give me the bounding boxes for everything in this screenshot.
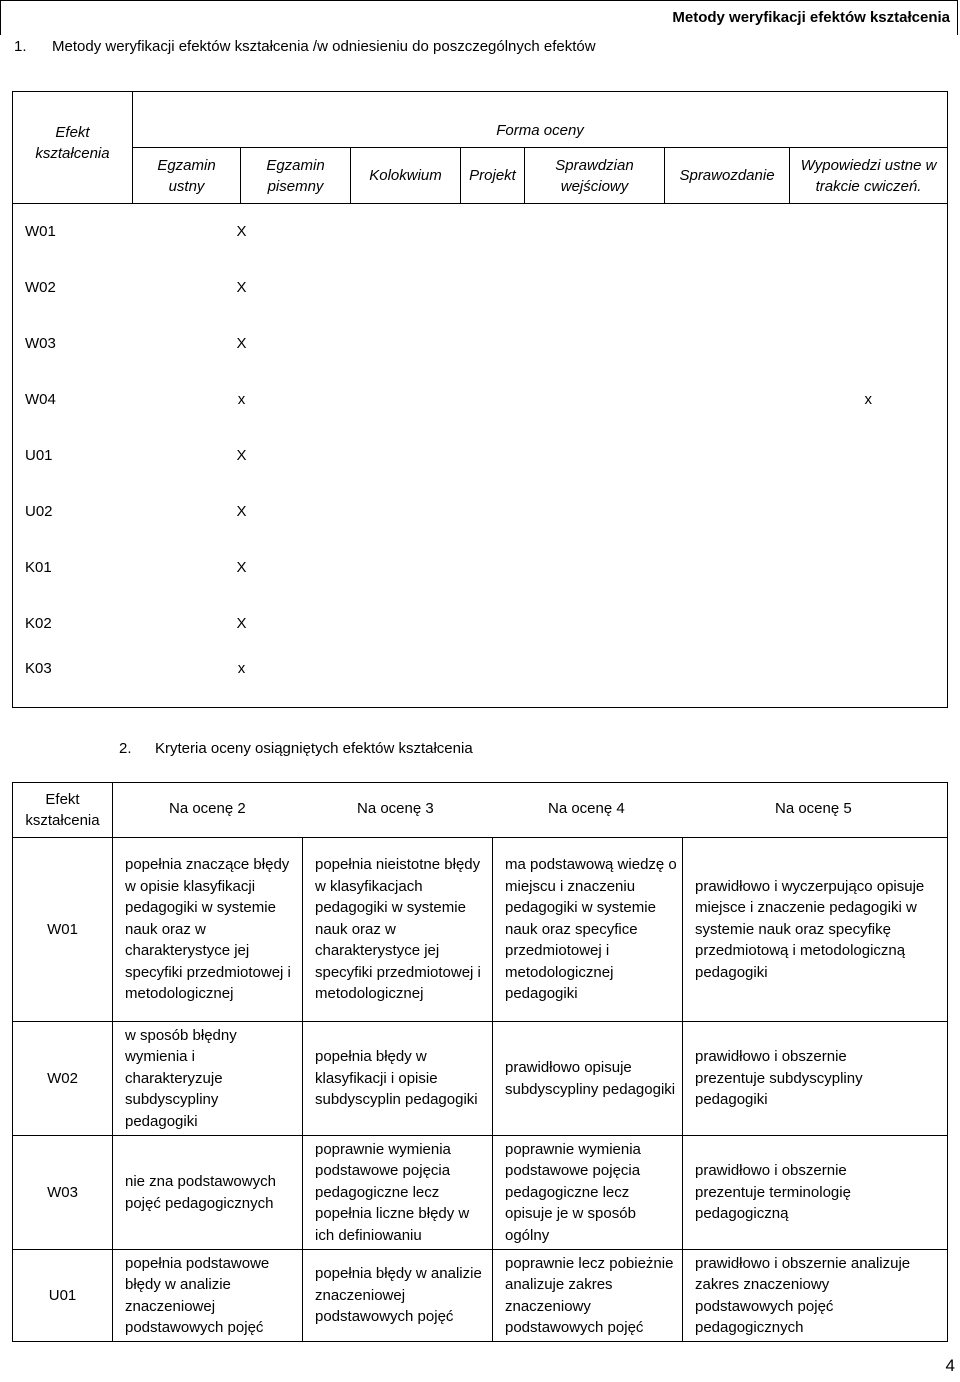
header-effect: Efekt kształcenia xyxy=(13,783,113,838)
effect-code: W02 xyxy=(13,1022,113,1136)
table-row xyxy=(13,372,948,428)
effect-code: W01 xyxy=(13,838,113,1022)
mark-wypowiedzi xyxy=(790,260,948,316)
header-egzamin-pisemny: Egzamin pisemny xyxy=(241,148,351,204)
criterion-grade-3: popełnia nieistotne błędy w klasyfikacjach pedagogiki w systemie nauk oraz w charakterystyce jej specyfiki przedmiotowej i metodologicznej xyxy=(303,838,493,1022)
header-grade-2: Na ocenę 2 xyxy=(169,800,246,817)
mark-wypowiedzi xyxy=(790,484,948,540)
effect-code: W03 xyxy=(13,316,133,372)
effect-code: W02 xyxy=(13,260,133,316)
mark-egzamin-pisemny: X xyxy=(236,559,247,576)
header-egzamin-ustny: Egzamin ustny xyxy=(133,148,241,204)
criterion-grade-4: ma podstawową wiedzę o miejscu i znaczeniu pedagogiki w systemie nauk oraz specyfice przedmiotowej i metodologicznej pedagogiki xyxy=(493,838,683,1022)
effect-code: K01 xyxy=(13,540,133,596)
effect-code: U02 xyxy=(13,484,133,540)
table-row xyxy=(13,838,948,1022)
mark-wypowiedzi xyxy=(790,652,948,708)
table-row xyxy=(13,652,948,708)
section-number: 1. xyxy=(14,38,27,55)
criterion-grade-5: prawidłowo i obszernie prezentuje terminologię pedagogiczną xyxy=(683,1136,948,1250)
table-row xyxy=(13,260,948,316)
mark-wypowiedzi: x xyxy=(790,372,948,428)
criterion-grade-2: nie zna podstawowych pojęć pedagogicznych xyxy=(113,1136,303,1250)
mark-wypowiedzi xyxy=(790,316,948,372)
assessment-criteria-table xyxy=(12,782,948,1342)
criterion-grade-5: prawidłowo i obszernie prezentuje subdyscypliny pedagogiki xyxy=(683,1022,948,1136)
effect-code: U01 xyxy=(13,1250,113,1342)
header-projekt: Projekt xyxy=(461,148,525,204)
effect-code: K02 xyxy=(13,596,133,652)
header-grade-3: Na ocenę 3 xyxy=(357,800,434,817)
page-number: 4 xyxy=(945,1356,955,1375)
table-row xyxy=(13,1136,948,1250)
table-row xyxy=(13,1022,948,1136)
criterion-grade-5: prawidłowo i obszernie analizuje zakres znaczeniowy podstawowych pojęć pedagogicznych xyxy=(683,1250,948,1342)
effect-code: W04 xyxy=(13,372,133,428)
mark-egzamin-pisemny: X xyxy=(236,279,247,296)
table-row xyxy=(13,316,948,372)
table-row xyxy=(13,540,948,596)
mark-wypowiedzi xyxy=(790,204,948,260)
effect-code: W03 xyxy=(13,1136,113,1250)
mark-egzamin-pisemny: X xyxy=(236,503,247,520)
mark-egzamin-pisemny: x xyxy=(133,652,351,708)
grade-header xyxy=(113,783,948,838)
criterion-grade-2: w sposób błędny wymienia i charakteryzuje subdyscypliny pedagogiki xyxy=(113,1022,303,1136)
header-grade-4: Na ocenę 4 xyxy=(548,800,625,817)
header-sprawozdanie: Sprawozdanie xyxy=(665,148,790,204)
section-title: Kryteria oceny osiągniętych efektów kształcenia xyxy=(155,740,473,757)
header-kolokwium: Kolokwium xyxy=(351,148,461,204)
section-number: 2. xyxy=(119,740,132,757)
criterion-grade-3: poprawnie wymienia podstawowe pojęcia pedagogiczne lecz popełnia liczne błędy w ich definiowaniu xyxy=(303,1136,493,1250)
document-title: Metody weryfikacji efektów kształcenia xyxy=(672,9,950,26)
mark-egzamin-pisemny: X xyxy=(236,447,247,464)
effect-code: W01 xyxy=(13,204,133,260)
effect-code: K03 xyxy=(13,652,133,708)
effect-code: U01 xyxy=(13,428,133,484)
table-row xyxy=(13,1250,948,1342)
criterion-grade-3: popełnia błędy w klasyfikacji i opisie subdyscyplin pedagogiki xyxy=(303,1022,493,1136)
table-row xyxy=(13,204,948,260)
mark-wypowiedzi xyxy=(790,596,948,652)
header-sprawdzian: Sprawdzian wejściowy xyxy=(525,148,665,204)
header-wypowiedzi: Wypowiedzi ustne w trakcie cwiczeń. xyxy=(790,148,948,204)
mark-egzamin-pisemny: X xyxy=(236,223,247,241)
mark-egzamin-pisemny: x xyxy=(237,391,246,408)
section-title: Metody weryfikacji efektów kształcenia /w odniesieniu do poszczególnych efektów xyxy=(52,38,596,55)
mark-egzamin-pisemny: X xyxy=(236,335,247,352)
criterion-grade-4: poprawnie lecz pobieżnie analizuje zakres znaczeniowy podstawowych pojęć xyxy=(493,1250,683,1342)
mark-wypowiedzi xyxy=(790,428,948,484)
header-grade-5: Na ocenę 5 xyxy=(775,800,852,817)
mark-egzamin-pisemny: X xyxy=(236,615,247,632)
criterion-grade-2: popełnia podstawowe błędy w analizie znaczeniowej podstawowych pojęć xyxy=(113,1250,303,1342)
criterion-grade-2: popełnia znaczące błędy w opisie klasyfikacji pedagogiki w systemie nauk oraz w charakterystyce jej specyfiki przedmiotowej i metodologicznej xyxy=(113,838,303,1022)
table-row xyxy=(13,484,948,540)
criterion-grade-4: prawidłowo opisuje subdyscypliny pedagogiki xyxy=(493,1022,683,1136)
criterion-grade-5: prawidłowo i wyczerpująco opisuje miejsce i znaczenie pedagogiki w systemie nauk oraz specyfikę przedmiotową i metodologiczną pedagogiki xyxy=(683,838,948,1022)
table-row xyxy=(13,428,948,484)
criterion-grade-3: popełnia błędy w analizie znaczeniowej podstawowych pojęć xyxy=(303,1250,493,1342)
table-row xyxy=(13,596,948,652)
header-effect: Efekt kształcenia xyxy=(13,92,133,204)
verification-methods-table xyxy=(12,91,948,708)
mark-wypowiedzi xyxy=(790,540,948,596)
criterion-grade-4: poprawnie wymienia podstawowe pojęcia pedagogiczne lecz opisuje je w sposób ogólny xyxy=(493,1136,683,1250)
header-forma-oceny: Forma oceny xyxy=(133,92,948,148)
